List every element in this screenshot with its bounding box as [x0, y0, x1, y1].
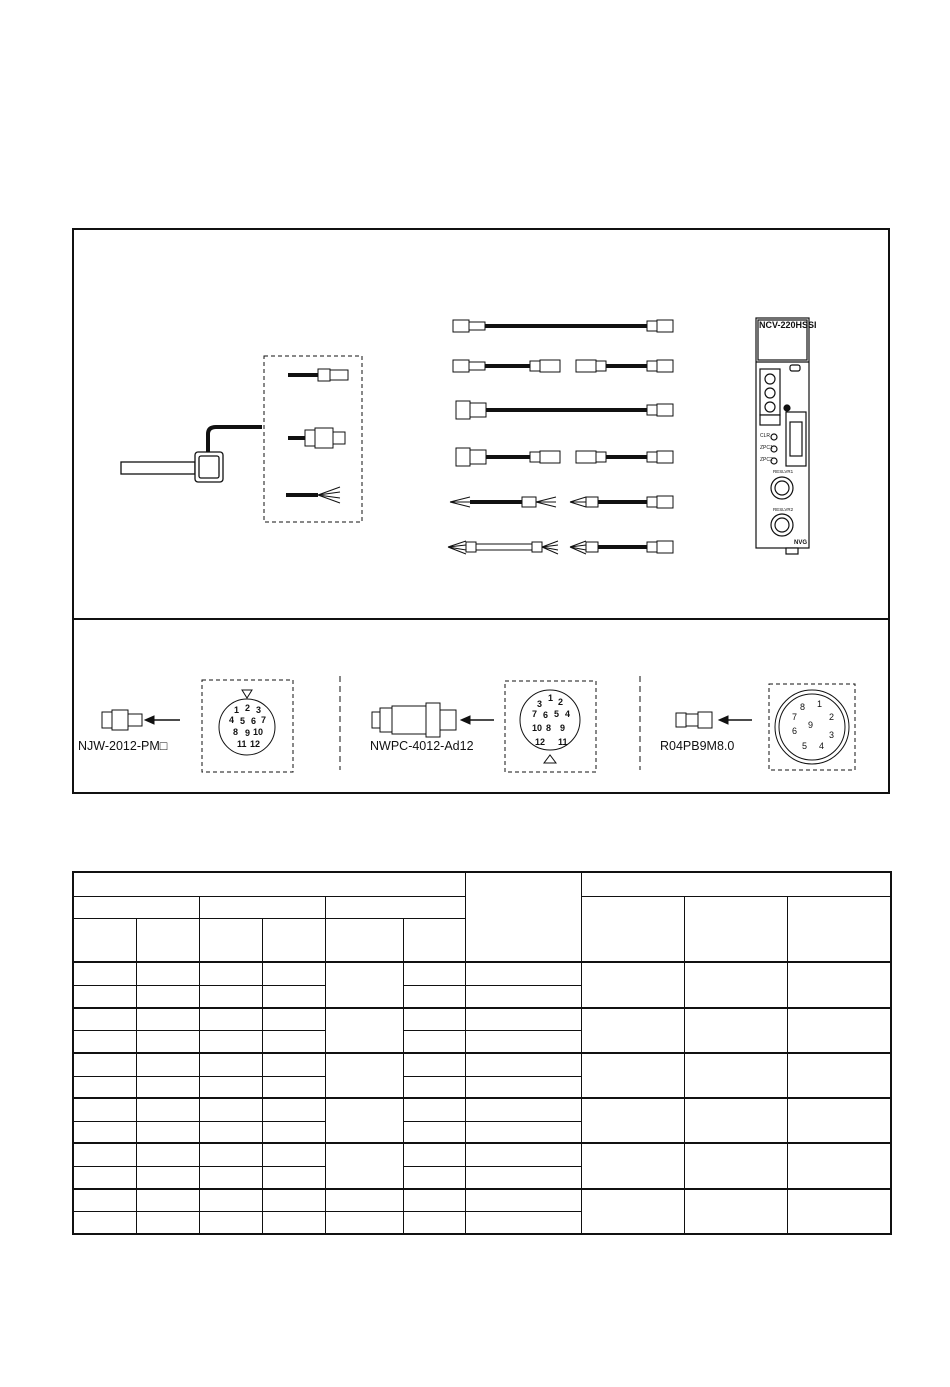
module-led-label-clr: CLR — [760, 433, 771, 439]
table-row — [73, 1008, 891, 1031]
module-port-label-1: RESLVR1 — [773, 469, 794, 474]
module-port-label-2: RESLVR2 — [773, 507, 794, 512]
connector-2-pin: 10 — [532, 723, 543, 733]
cable-2 — [453, 360, 673, 372]
cable-1 — [453, 320, 673, 332]
table-header-row-1 — [73, 872, 891, 896]
cable-6 — [448, 541, 673, 554]
table-row — [73, 1098, 891, 1121]
header-right-2 — [684, 896, 787, 962]
connector-3-pin: 7 — [792, 712, 798, 722]
resolver-sensor — [121, 427, 262, 482]
connector-1-pin: 1 — [234, 705, 240, 715]
connector-3-pin: 6 — [792, 726, 798, 736]
header-sub-3 — [325, 896, 465, 918]
connector-2-pin: 11 — [558, 737, 568, 747]
connector-1-pin: 3 — [256, 705, 262, 715]
connector-1-pin: 9 — [245, 728, 251, 738]
connector-1-pin: 2 — [245, 703, 251, 713]
connector-1-pin: 4 — [229, 715, 235, 725]
table-row — [73, 1143, 891, 1166]
sensor-connector-options — [286, 369, 348, 503]
connector-3-pin: 8 — [800, 702, 806, 712]
connector-2-pin: 5 — [554, 709, 560, 719]
header-sub-2 — [199, 896, 325, 918]
header-middle — [465, 872, 581, 962]
connector-1-pin: 12 — [250, 739, 261, 749]
connector-1-pin: 8 — [233, 727, 239, 737]
table-row — [73, 962, 891, 985]
connector-3-drawing — [676, 684, 855, 770]
connector-1-pin: 10 — [253, 727, 264, 737]
led-clr — [771, 434, 777, 440]
header-right-3 — [787, 896, 891, 962]
connector-3-pin: 1 — [817, 699, 823, 709]
module-led-label-zpc1: ZPC1 — [760, 445, 773, 451]
sensor-shaft — [121, 462, 195, 474]
connector-3-pin: 3 — [829, 730, 835, 740]
connector-2-pin: 2 — [558, 697, 564, 707]
cable-4 — [456, 448, 673, 466]
connector-2-pin: 1 — [548, 693, 554, 703]
connector-1-drawing — [102, 680, 293, 772]
connector-2-pin: 7 — [532, 709, 538, 719]
cable-5 — [450, 496, 673, 508]
header-group-right — [581, 872, 891, 896]
spec-table — [72, 871, 892, 1235]
connector-2-pin: 6 — [543, 710, 549, 720]
header-right-1 — [581, 896, 684, 962]
connector-3-pin: 9 — [808, 720, 814, 730]
connector-3-pin: 4 — [819, 741, 825, 751]
connector-2-pin: 3 — [537, 699, 543, 709]
connector-1-pin: 7 — [261, 715, 267, 725]
connector-1-pin: 6 — [251, 716, 257, 726]
connector-3-pin: 5 — [802, 741, 808, 751]
connector-1-pin: 5 — [240, 716, 246, 726]
module-brand-label: NVG — [794, 540, 808, 546]
connector-2-pin: 12 — [535, 737, 546, 747]
header-sub-1 — [73, 896, 199, 918]
connector-1-part-number: NJW-2012-PM□ — [78, 739, 168, 753]
connector-1-pin: 11 — [237, 739, 247, 749]
table-row — [73, 1189, 891, 1212]
table-row — [73, 1053, 891, 1076]
connector-2-pin: 8 — [546, 723, 552, 733]
sensor-cable — [208, 427, 262, 452]
header-group-left — [73, 872, 465, 896]
connector-2-pin: 4 — [565, 709, 571, 719]
connector-3-pin: 2 — [829, 712, 835, 722]
module-led-label-zpc2: ZPC2 — [760, 457, 773, 463]
cable-3 — [456, 401, 673, 419]
connector-3-part-number: R04PB9M8.0 — [660, 739, 735, 753]
module-model-label: NCV-220HSSI — [759, 320, 817, 330]
connector-2-pin: 9 — [560, 723, 566, 733]
connector-2-part-number: NWPC-4012-Ad12 — [370, 739, 474, 753]
